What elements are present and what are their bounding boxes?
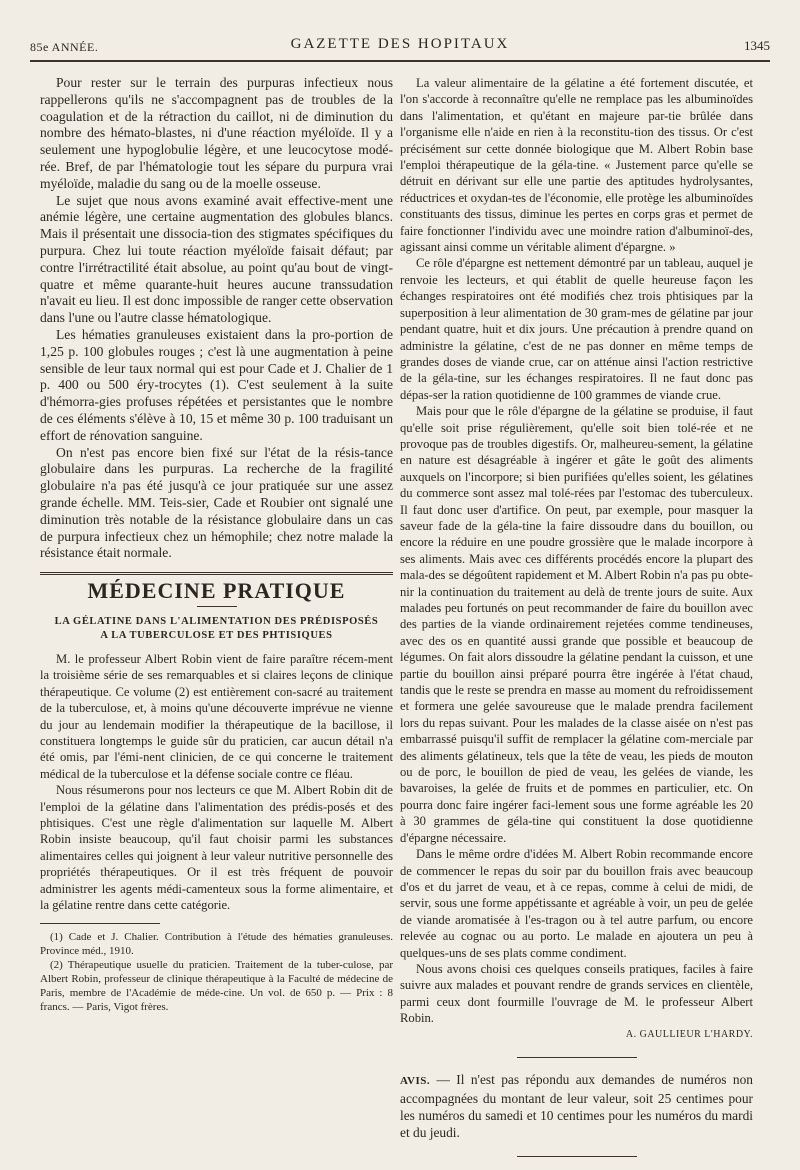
paragraph: M. le professeur Albert Robin vient de faire paraître récem-ment la troisième série de ses remarquables et si claires leçons de clinique thérapeutique. Ce volume (2) est entièrement con-sacré au traitement de la tuberculose, et, à moins qu'une découverte imprévue ne vienne du jour au lendemain modifier la thérapeutique de la bacillose, il constituera longtemps le guide sûr du praticien, car aucun détail n'a été omis, par l'émi-nent clinicien, de ce qui concerne le traitement médical de la tuberculose et la défense sociale contre ce fléau. [40, 651, 393, 781]
author-signature: A. GAULLIEUR L'HARDY. [625, 1028, 753, 1040]
footnotes [40, 930, 393, 1014]
section-divider [40, 572, 393, 575]
ornament-line [517, 1156, 637, 1157]
ornament-divider [400, 1049, 753, 1065]
page-number: 1345 [744, 38, 770, 53]
footnote: (2) Thérapeutique usuelle du praticien. Traitement de la tuber-culose, par Albert Robin, professeur de clinique thérapeutique à la Faculté de médecine de Paris, membre de l'Académie de méde-cine. Un vol. de 650 p. — Prix : 8 francs. — Paris, Vigot frères. [40, 959, 393, 1014]
journal-title: GAZETTE DES HOPITAUX [290, 36, 510, 52]
notice-text: — Il n'est pas répondu aux demandes de numéros non accompagnées du montant de leur valeur, soit 25 centimes pour les numéros du samedi et 10 centimes pour les numéros du mardi et du jeudi. [400, 1072, 753, 1141]
page-header [30, 36, 770, 58]
section-title: MÉDECINE PRATIQUE [87, 578, 346, 604]
paragraph: Nous avons choisi ces quelques conseils pratiques, faciles à faire suivre aux malades et pouvant rendre de grands services en clientèle, parmi ceux dont fourmille l'ouvrage de M. le professeur Albert Robin. [400, 961, 753, 1026]
paragraph: Le sujet que nous avons examiné avait effective-ment une anémie légère, une certaine augmentation des globules blancs. Mais il présentait une dissocia-tion des stigmates spécifiques du purpura. Chez lui toute réaction myéloïde faisait défaut; par contre l'irrétractilité était absolue, au point qu'au bout de vingt-quatre et même quarante-huit heures aucune transsudation n'avait eu lieu. Il est donc impossible de ranger cette observation dans l'une ou l'autre classe hématologique. [40, 192, 393, 326]
article-body [40, 651, 393, 914]
header-rule [30, 60, 770, 62]
year-label: 85e ANNÉE. [30, 40, 99, 54]
left-column [40, 75, 393, 1014]
paragraph: On n'est pas encore bien fixé sur l'état de la résis-tance globulaire dans les purpuras. La recherche de la fragilité globulaire n'a pas été jusqu'à ce jour pratiquée sur une assez grande échelle. MM. Teis-sier, Cade et Roubier ont signalé une diminution très notable de la résistance globulaire dans un cas de purpura infectieux chez un hémophile; chez notre malade la résistance était normale. [40, 444, 393, 561]
footnote: (1) Cade et J. Chalier. Contribution à l'étude des hématies granuleuses. Province méd., 1910. [40, 931, 393, 958]
subtitle-line: LA GÉLATINE DANS L'ALIMENTATION DES PRÉDISPOSÉS [54, 615, 379, 627]
paragraph: Les hématies granuleuses existaient dans la pro-portion de 1,25 p. 100 globules rouges ; c'est là une augmentation à peine sensible de leur taux normal qui est pour Cade et J. Chalier de 1 p. 400 ou 500 éry-trocytes (1). C'est seulement à la suite d'hémorra-gies profuses répétées et persistantes que le nombre de ces éléments s'élève à 10, 15 et même 30 p. 100 traduisant un effort de rénovation sanguine. [40, 326, 393, 443]
notice [400, 1071, 753, 1141]
right-column [400, 75, 753, 1170]
paragraph: Ce rôle d'épargne est nettement démontré par un tableau, auquel je renvoie les lecteurs, et qui établit de quelle heureuse façon les échanges respiratoires ont été modifiés chez trois phtisiques par la superposition à leur alimentation de 30 gram-mes de gélatine par jour pendant quatre, huit et dix jours. Une précaution à prendre quand on administre la gélatine, c'est de ne pas donner en même temps de grandes doses de viande crue, car on atténue ainsi l'action restrictive de la géla-tine, sur les échanges respiratoires. Il ne faut donc pas dépas-ser la ration quotidienne de 100 grammes de viande crue. [400, 256, 753, 402]
paragraph: Mais pour que le rôle d'épargne de la gélatine se produise, il faut qu'elle soit prise régulièrement, qu'elle soit bien tolé-rée et ne provoque pas de troubles digestifs. Or, malheureu-sement, la gélatine en nature est désagréable à ingérer et gâte le goût des aliments auxquels on l'incorpore; si bien purifiées qu'elles soient, les gélatines du commerce sont assez mal tolé-rées par l'estomac des tuberculeux. Il faut donc user d'artifice. On peut, par exemple, pour masquer la saveur fade de la géla-tine la faire dissoudre dans du bouillon, ou encore la réduire en une poudre grossière que le malade incorpore à ses aliments. Mais avec ces différents procédés encore la plupart des mala-des se dégoûtent rapidement et M. Albert Robin n'a pas pu obte-nir la continuation du traitement au delà de trente jours de suite. Aux malades peu fortunés on peut recommander de faire du bouillon avec des parties de la viande ordinairement rejetées comme tendineuses, avec des os en quantité aussi grande que possible et beaucoup de légumes. On fait alors dissoudre la gélatine pendant la cuisson, et une partie du bouillon ainsi préparé pourra être ingérée à l'état chaud, tandis que le reste se prendra en masse au moment du refroidissement et formera une gelée savoureuse que le malade prendra facilement lors du repas suivant. Pour les malades de la classe aisée on n'est pas embarrassé puisqu'il suffit de remplacer la gélatine com-merciale par des aliments gélatineux, tels que la tête de veau, les pieds de mouton ou de porc, le bouillon de pied de veau, les gelées de viande, les bavaroises, la gelée de fruits et de pommes en particulier, etc. On pourra donc faire ingérer faci-lement sous une forme agréable les 20 à 30 grammes de géla-tine qui constituent la dose quotidienne d'épargne nécessaire. [400, 404, 753, 845]
ornament-line [517, 1057, 637, 1058]
article-subtitle [40, 615, 393, 643]
footnote-rule [40, 923, 160, 924]
title-rule [197, 606, 237, 607]
paragraph: La valeur alimentaire de la gélatine a été fortement discutée, et l'on s'accorde à reconnaître qu'elle ne remplace pas les albuminoïdes dans l'alimentation, et qu'étant en majeure par-tie brûlée dans l'organisme elle n'aide en rien à la reconstitu-tion des tissus. Or c'est précisément sur cette donnée biologique que M. Albert Robin base l'emploi thérapeutique de la géla-tine. « Justement parce qu'elle se détruit en dérivant sur elle une partie des aptitudes hydrolysantes, réductrices et oxydan-tes de l'économie, elle protège les albuminoïdes constituants des tissus, diminue les pertes en corps gras et permet de faire fonctionner l'individu avec une moindre ration d'albuminoï-des, agissant ainsi comme un véritable aliment d'épargne. » [400, 76, 753, 255]
paragraph: Nous résumerons pour nos lecteurs ce que M. Albert Robin dit de l'emploi de la gélatine dans l'alimentation des prédis-posés et des phtisiques. C'est une règle d'alimentation sur laquelle M. Albert Robin insiste beaucoup, qu'il faut choisir parmi les substances alimentaires celles qui joignent à leur valeur nutritive personnelle des propriétés thérapeutiques. Or il est très fréquent de pouvoir administrer les agents médi-camenteux sous la forme alimentaire, et la gélatine rentre dans cette catégorie. [40, 783, 393, 912]
notice-label: AVIS. [400, 1075, 431, 1088]
subtitle-line: A LA TUBERCULOSE ET DES PHTISIQUES [100, 629, 333, 641]
ornament-divider [400, 1147, 753, 1163]
paragraph: Dans le même ordre d'idées M. Albert Robin recommande encore de commencer le repas du soir par du bouillon frais avec beaucoup d'os et du jarret de veau, et à ce repas, comme à celui de midi, de servir, sous une forme appétissante et agréable à voir, un peu de gelée de viande aromatisée à l'es-tragon ou à tel autre parfum, ou encore relevée au cognac ou au porto. Le malade en ajoutera un peu à quelques-uns de ses plats comme condiment. [400, 847, 753, 960]
paragraph: Pour rester sur le terrain des purpuras infectieux nous rappellerons qu'ils ne s'accompagnent pas de troubles de la coagulation et de la rétraction du caillot, ni de diminution du nombre des hémato-blastes, ni d'une réaction myéloïde. Il y a seulement une hypoglobulie légère, et une leucocytose modé-rée. Bref, de par l'hématologie tout les sépare du purpura vrai myéloïde, maladie du sang ou de la moelle osseuse. [40, 75, 393, 191]
